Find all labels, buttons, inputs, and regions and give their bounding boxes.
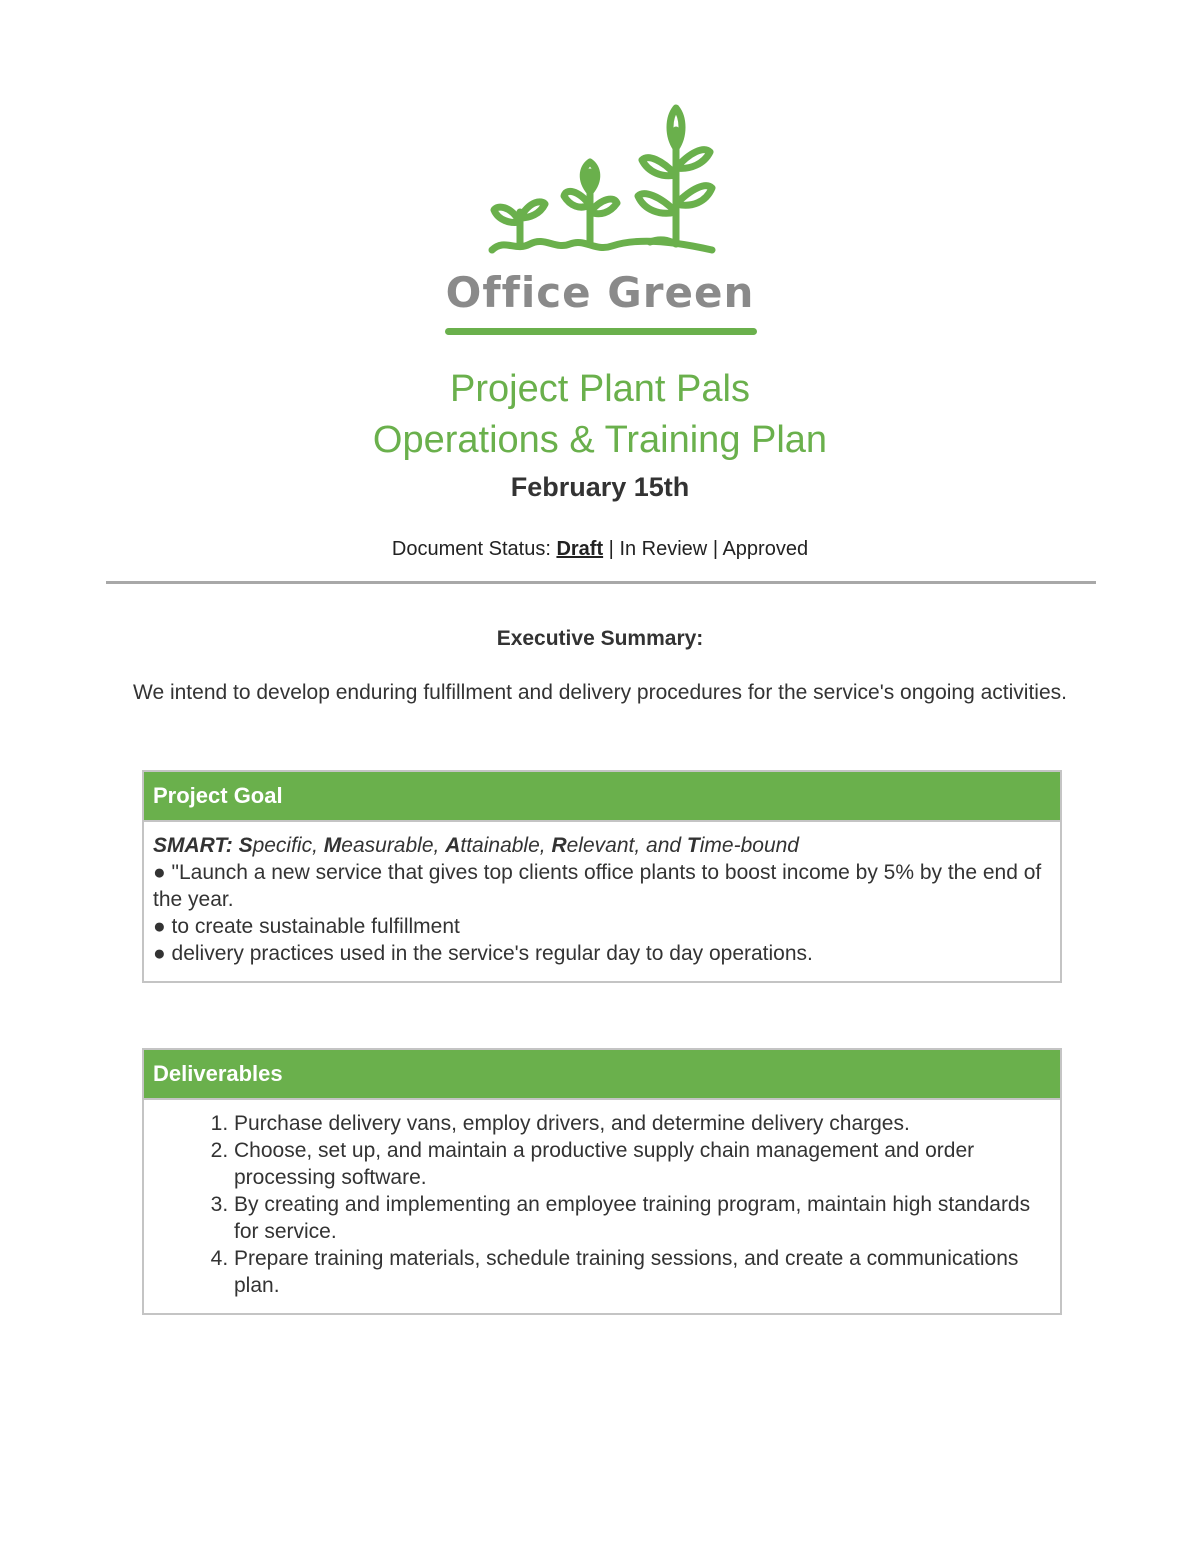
deliverables-heading: Deliverables <box>144 1050 1060 1100</box>
document-date: February 15th <box>510 472 690 502</box>
smart-rest: easurable, <box>341 834 440 857</box>
goal-bullet: ● "Launch a new service that gives top clients office plants to boost income by 5% by the end of the year. <box>153 861 1042 911</box>
smart-term <box>239 834 318 857</box>
brand-name: Office Green <box>445 268 755 317</box>
executive-summary-heading: Executive Summary: <box>496 627 704 650</box>
project-goal-box <box>142 770 1062 983</box>
goal-bullet: ● to create sustainable fulfillment <box>153 915 460 938</box>
project-goal-body <box>144 822 1060 981</box>
document-status <box>0 538 1200 561</box>
document-title: Project Plant Pals <box>450 368 750 410</box>
deliverable-item: 3. By creating and implementing an employee training program, maintain high standards for service. <box>234 1191 1050 1245</box>
smart-term <box>551 834 640 857</box>
smart-term <box>687 834 799 857</box>
sprouting-plants-icon <box>440 100 760 265</box>
smart-initial: M <box>323 834 342 857</box>
deliverable-item: 1. Purchase delivery vans, employ drivers, and determine delivery charges. <box>234 1110 1050 1137</box>
goal-bullet: ● delivery practices used in the service's regular day to day operations. <box>153 942 813 965</box>
smart-initial: S <box>238 834 253 857</box>
status-label: Document Status: <box>391 538 551 560</box>
smart-line <box>153 832 1050 859</box>
document-subtitle: Operations & Training Plan <box>372 419 828 461</box>
divider <box>106 581 1096 584</box>
deliverables-body <box>144 1100 1060 1313</box>
deliverables-box <box>142 1048 1062 1315</box>
smart-initial: T <box>686 834 700 857</box>
smart-rest: elevant, <box>566 834 641 857</box>
project-goal-heading: Project Goal <box>144 772 1060 822</box>
smart-rest: pecific, <box>252 834 318 857</box>
logo <box>440 100 760 265</box>
status-separator: | <box>712 538 719 560</box>
brand-underline <box>445 328 757 335</box>
smart-prefix: SMART: <box>153 834 233 857</box>
smart-rest: ime-bound <box>699 834 799 857</box>
status-separator: | <box>608 538 614 560</box>
deliverable-item: 4. Prepare training materials, schedule training sessions, and create a communications plan. <box>234 1245 1050 1299</box>
executive-summary-text: We intend to develop enduring fulfillment and delivery procedures for the service's ongoing activities. <box>133 681 1067 704</box>
smart-initial: R <box>551 834 567 857</box>
deliverable-item: 2. Choose, set up, and maintain a productive supply chain management and order processing software. <box>234 1137 1050 1191</box>
smart-rest: ttainable, <box>460 834 546 857</box>
smart-initial: A <box>445 834 461 857</box>
smart-conjunction: and <box>646 834 682 857</box>
status-in-review[interactable]: In Review <box>619 538 708 560</box>
smart-term <box>445 834 545 857</box>
deliverables-list <box>153 1110 1050 1299</box>
status-draft[interactable]: Draft <box>556 538 604 560</box>
status-approved[interactable]: Approved <box>722 538 809 560</box>
smart-term <box>324 834 440 857</box>
